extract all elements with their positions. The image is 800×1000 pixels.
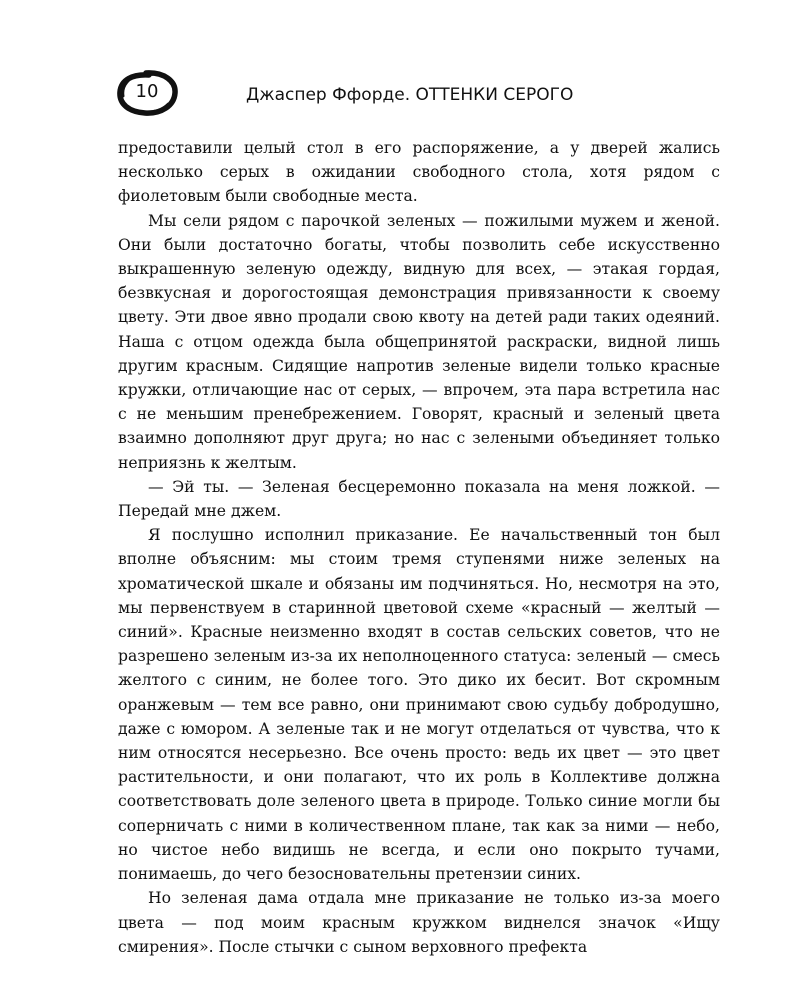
paragraph: — Эй ты. — Зеленая бесцеремонно показала на меня ложкой. — Передай мне джем. <box>118 477 720 521</box>
page-number: 10 <box>135 81 159 102</box>
paragraph: Но зеленая дама отдала мне приказание не только из-за моего цвета — под моим красным кружком виднелся значок «Ищу смирения». После стычки с сыном верховного префекта <box>118 889 720 956</box>
body-text <box>118 136 720 959</box>
running-head: Джаспер Ффорде. ОТТЕНКИ СЕРОГО <box>246 85 574 105</box>
paragraph: предоставили целый стол в его распоряжение, а у дверей жались несколько серых в ожидании свободного стола, хотя рядом с фиолетовым были свободные места. <box>118 139 720 206</box>
paragraph: Я послушно исполнил приказание. Ее начальственный тон был вполне объясним: мы стоим тремя ступенями ниже зеленых на хроматической шкале и обязаны им подчиняться. Но, несмотря на это, мы первенствуем в старинной цветовой схеме «красный — желтый — синий». Красные неизменно входят в состав сельских советов, что не разрешено зеленым из-за их неполноценного статуса: зеленый — смесь желтого с синим, не более того. Это дико их бесит. Вот скромным оранжевым — тем все равно, они принимают свою судьбу добродушно, даже с юмором. А зеленые так и не могут отделаться от чувства, что к ним относятся несерьезно. Все очень просто: ведь их цвет — это цвет растительности, и они полагают, что их роль в Коллективе должна соответствовать доле зеленого цвета в природе. Только синие могли бы соперничать с ними в количественном плане, так как за ними — небо, но чистое небо видишь не всегда, и если оно покрыто тучами, понимаешь, до чего безосновательны претензии синих. <box>118 526 720 884</box>
paragraph: Мы сели рядом с парочкой зеленых — пожилыми мужем и женой. Они были достаточно богаты, чтобы позволить себе искусственно выкрашенную зеленую одежду, видную для всех, — этакая гордая, безвкусная и дорогостоящая демонстрация привязанности к своему цвету. Эти двое явно продали свою квоту на детей ради таких одеяний. Наша с отцом одежда была общепринятой раскраски, видной лишь другим красным. Сидящие напротив зеленые видели только красные кружки, отличающие нас от серых, — впрочем, эта пара встретила нас с не меньшим пренебрежением. Говорят, красный и зеленый цвета взаимно дополняют друг друга; но нас с зелеными объединяет только неприязнь к желтым. <box>118 211 720 472</box>
